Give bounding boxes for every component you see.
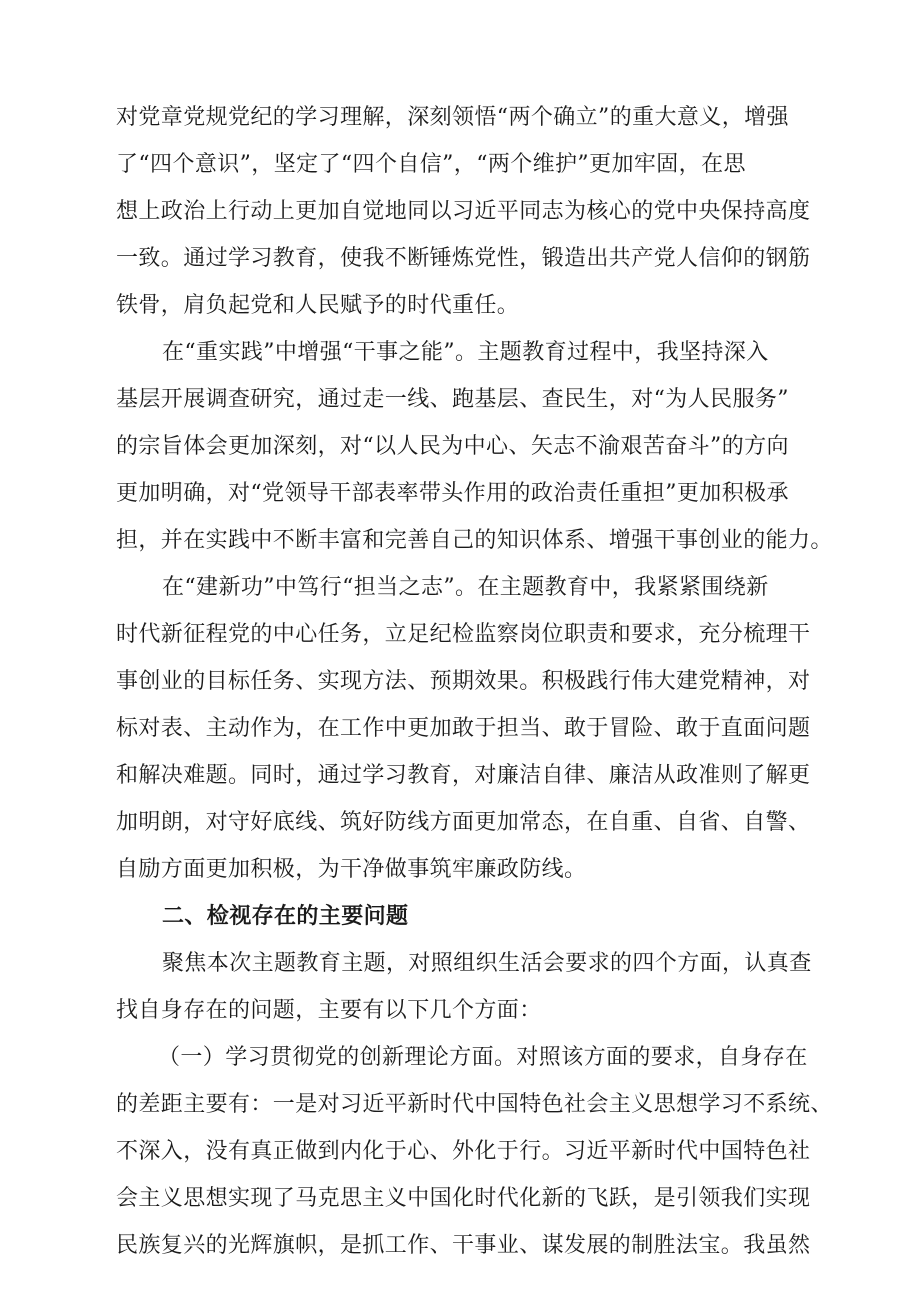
body-text-line: 加明朗，对守好底线、筑好防线方面更加常态，在自重、自省、自警、 <box>116 810 811 835</box>
body-text-line: 了“四个意识”，坚定了“四个自信”，“两个维护”更加牢固，在思 <box>116 152 746 177</box>
body-text-line: 对党章党规党纪的学习理解，深刻领悟“两个确立”的重大意义，增强 <box>116 105 789 130</box>
body-text-line: 事创业的目标任务、实现方法、预期效果。积极践行伟大建党精神，对 <box>116 669 811 694</box>
body-text-line: （一）学习贯彻党的创新理论方面。对照该方面的要求，自身存在 <box>158 1045 808 1070</box>
body-text-line: 担，并在实践中不断丰富和完善自己的知识体系、增强干事创业的能力。 <box>116 528 833 553</box>
body-text-line: 一致。通过学习教育，使我不断锤炼党性，锻造出共产党人信仰的钢筋 <box>116 246 811 271</box>
body-text-line: 会主义思想实现了马克思主义中国化时代化新的飞跃，是引领我们实现 <box>116 1186 811 1211</box>
body-text-line: 找自身存在的问题，主要有以下几个方面： <box>116 998 542 1023</box>
body-text-line: 在“重实践”中增强“干事之能”。主题教育过程中，我坚持深入 <box>162 340 769 365</box>
body-text-line: 和解决难题。同时，通过学习教育，对廉洁自律、廉洁从政准则了解更 <box>116 763 811 788</box>
body-text-line: 基层开展调查研究，通过走一线、跑基层、查民生，对“为人民服务” <box>116 387 789 412</box>
section-heading: 二、检视存在的主要问题 <box>162 904 409 929</box>
body-text-line: 想上政治上行动上更加自觉地同以习近平同志为核心的党中央保持高度 <box>116 199 811 224</box>
body-text-line: 民族复兴的光辉旗帜，是抓工作、干事业、谋发展的制胜法宝。我虽然 <box>116 1233 811 1258</box>
body-text-line: 更加明确，对“党领导干部表率带头作用的政治责任重担”更加积极承 <box>116 481 789 506</box>
body-text-line: 标对表、主动作为，在工作中更加敢于担当、敢于冒险、敢于直面问题 <box>116 716 811 741</box>
body-text-line: 时代新征程党的中心任务，立足纪检监察岗位职责和要求，充分梳理干 <box>116 622 811 647</box>
body-text-line: 聚焦本次主题教育主题，对照组织生活会要求的四个方面，认真查 <box>162 951 812 976</box>
body-text-line: 在“建新功”中笃行“担当之志”。在主题教育中，我紧紧围绕新 <box>162 575 769 600</box>
body-text-line: 的宗旨体会更加深刻，对“以人民为中心、矢志不渝艰苦奋斗”的方向 <box>116 434 789 459</box>
body-text-line: 铁骨，肩负起党和人民赋予的时代重任。 <box>116 293 520 318</box>
body-text-line: 的差距主要有：一是对习近平新时代中国特色社会主义思想学习不系统、 <box>116 1092 833 1117</box>
body-text-line: 自励方面更加积极，为干净做事筑牢廉政防线。 <box>116 857 587 882</box>
body-text-line: 不深入，没有真正做到内化于心、外化于行。习近平新时代中国特色社 <box>116 1139 811 1164</box>
